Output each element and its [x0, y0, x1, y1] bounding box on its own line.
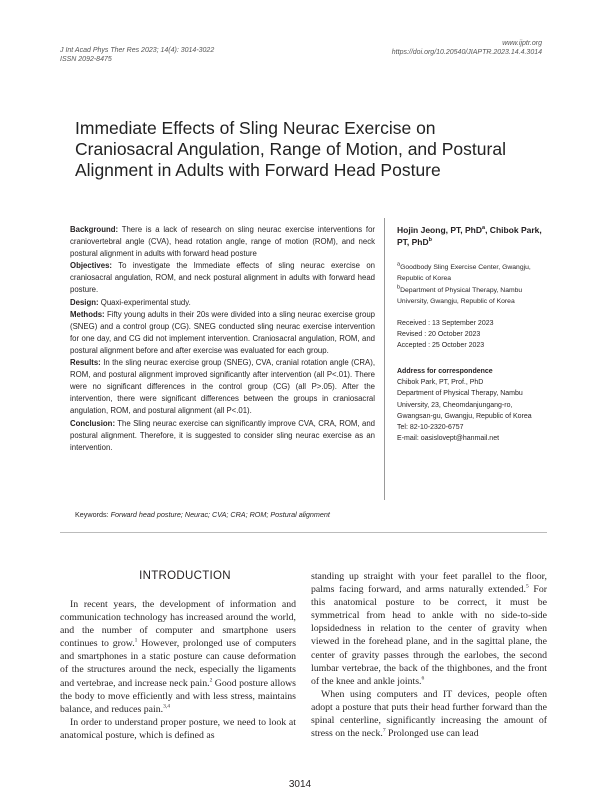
doi-link[interactable]: https://doi.org/10.20540/JIAPTR.2023.14.4.3014	[391, 49, 542, 56]
correspondence-email[interactable]: E-mail: oasislovept@hanmail.net	[397, 435, 500, 443]
abstract-design: Design: Quaxi-experimental study.	[70, 297, 191, 307]
body-column-left	[60, 598, 296, 742]
abstract-label: Methods:	[70, 309, 105, 319]
abstract-methods: Methods: Fifty young adults in their 20s were divided into a sling neurac exercise group (SNEG) and a control group (CG). SNEG conducted sling neurac exercise intervention for one day, and CG did not implement intervention. Craniosacral angulation, ROM, and postural alignment before and after exercise was evaluated for each group.	[70, 309, 375, 355]
keywords-label: Keywords:	[75, 510, 109, 519]
abstract-label: Background:	[70, 225, 119, 234]
journal-site-link[interactable]: www.ijptr.org	[502, 40, 542, 47]
paragraph: When using computers and IT devices, people often adopt a posture that puts their head further forward than the spinal centerline, significantly increasing the amount of stress on the neck.$^7$ Prolonged use can lead	[311, 688, 547, 740]
paragraph: In recent years, the development of information and communication technology has increased around the world, and the number of computer and smartphone users continues to grow.$^1$ However, prolonged use of computers and smartphones in a static posture can cause deformation of the structures around the neck, especially the ligaments and vertebrae, and increase neck pain.$^2$ Good posture allows the body to move efficiently and with less stress, maintains balance, and reduces pain.$^{3,4}$	[60, 599, 297, 715]
correspondence-tel: Tel: 82-10-2320-6757	[397, 424, 464, 432]
keywords-text: Forward head posture; Neurac; CVA; CRA; ROM; Postural alignment	[110, 510, 330, 519]
abstract-conclusion: Conclusion: The Sling neurac exercise can significantly improve CVA, CRA, ROM, and postural alignment. Therefore, it is suggested to consider sling neurac exercise as an intervention.	[70, 418, 375, 452]
correspondence-name: Chibok Park, PT, Prof., PhD	[397, 379, 484, 387]
author-list: Hojin Jeong, PT, PhD$^a$, Chibok Park, PT, PhD$^b$	[397, 225, 542, 247]
intro-heading: INTRODUCTION	[139, 570, 231, 582]
affiliations	[397, 262, 547, 308]
revised-date: Revised : 20 October 2023	[397, 331, 481, 338]
abstract-label: Objectives:	[70, 261, 113, 271]
affiliation-b: $^b$Department of Physical Therapy, Nambu University, Gwangju, Republic of Korea	[397, 284, 523, 306]
abstract-results: Results: In the sling neurac exercise group (SNEG), CVA, cranial rotation angle (CRA), ROM, and postural alignment improved significantly after intervention (all P<.01). There were no significant differences in the control group (CG) (all P>.05). After the intervention, there were significant differences between the groups in craniosacral angulation, ROM, and postural alignment (all P<.01).	[70, 358, 375, 416]
keywords	[75, 510, 330, 519]
correspondence-heading: Address for correspondence	[397, 368, 493, 375]
accepted-date: Accepted : 25 October 2023	[397, 342, 485, 349]
journal-links	[392, 39, 542, 57]
abstract-objectives: Objectives: To investigate the Immediate effects of sling neurac exercise on craniosacral angulation, ROM, and neck postural alignment in adults with forward head posture.	[70, 261, 375, 295]
page-number: 3014	[288, 779, 312, 790]
affiliation-a: $^a$Goodbody Sling Exercise Center, Gwangju, Republic of Korea	[397, 261, 531, 283]
journal-citation: J Int Acad Phys Ther Res 2023; 14(4): 3014-3022	[60, 47, 215, 54]
abstract-label: Design:	[70, 297, 99, 307]
issn: ISSN 2092-8475	[60, 56, 112, 63]
section-divider	[60, 532, 547, 533]
abstract-label: Conclusion:	[70, 418, 116, 428]
paragraph: standing up straight with your feet parallel to the floor, palms facing forward, and arms naturally extended.$^5$ For this anatomical posture to be correct, it must be symmetrical from head to ankle with no side-to-side lopsidedness in relation to the center of gravity when viewed in the forehead plane, and in the sagittal plane, the center of gravity passes through the earlobes, the second lumbar vertebrae, the back of the thighbones, and the front of the knee and ankle joints.$^6$	[311, 571, 547, 687]
correspondence	[397, 366, 547, 444]
journal-header	[60, 46, 214, 64]
column-divider	[384, 218, 385, 500]
received-date: Received : 13 September 2023	[397, 320, 494, 327]
correspondence-address: Department of Physical Therapy, Nambu University, 23, Cheomdanjungang-ro, Gwangsan-gu, Gwangju, Republic of Korea	[397, 390, 532, 420]
paragraph: In order to understand proper posture, we need to look at anatomical posture, which is defined as	[60, 716, 296, 741]
body-column-right	[311, 570, 547, 740]
abstract-background: Background: There is a lack of research on sling neurac exercise interventions for craniovertebral angle (CVA), head rotation angle, range of motion (ROM), and neck postural alignment in adults with forward head posture	[70, 225, 375, 259]
paper-title: Immediate Effects of Sling Neurac Exercise on Craniosacral Angulation, Range of Motion, and Postural Alignment in Adults with Forward Head Posture	[75, 118, 506, 180]
abstract	[70, 224, 375, 454]
article-dates	[397, 318, 547, 351]
abstract-label: Results:	[70, 358, 101, 368]
